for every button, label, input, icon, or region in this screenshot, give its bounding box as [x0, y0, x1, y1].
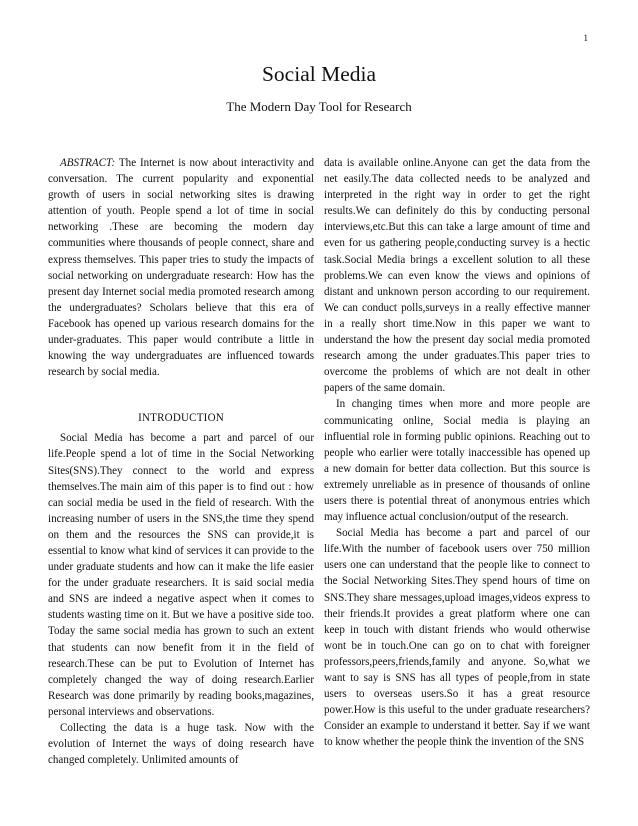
right-column	[324, 155, 590, 750]
introduction-paragraph-3: In changing times when more and more people are communicating online, Social media is playing an influential role in forming public opinions. Reaching out to people who earlier were totally inaccessible has opened up a new domain for better data collection. But this source is extremely unreliable as in presence of thousands of online users there is potential threat of anonymous entries which may influence actual conclusion/output of the research.	[324, 398, 590, 524]
introduction-heading: INTRODUCTION	[138, 412, 224, 425]
page-number: 1	[583, 33, 588, 43]
introduction-paragraph-2-start: Collecting the data is a huge task. Now with the evolution of Internet the ways of doing research have changed completely. Unlimited amounts of	[48, 722, 314, 767]
abstract-text: The Internet is now about interactivity and conversation. The current popularity and exponential growth of users in social networking sites is drawing attention of youth. People spend a lot of time in social networking .These are becoming the modern day communities where thousands of people connect, share and express themselves. This paper tries to study the impacts of social networking on undergraduate research: How has the present day Internet social media promoted research among the undergraduates? Scholars believe that this era of Facebook has opened up various research domains for the under-graduates. This paper would contribute a little in knowing the way undergraduates are influenced towards research by social media.	[48, 157, 314, 379]
introduction-paragraph-4: Social Media has become a part and parcel of our life.With the number of facebook users over 750 million users one can understand that the people like to connect to the Social Networking Sites.They spend hours of time on SNS.They share messages,upload images,videos express to their friends.It provides a great platform where one can keep in touch with distant friends who would otherwise wont be in touch.One can go on to chat with foreigner professors,peers,friends,family and anyone. So,what we want to say is SNS has all types of people,from in state users to overseas users.So it has a great resource power.How is this useful to the under graduate researchers? Consider an example to understand it better. Say if we want to know whether the people think the invention of the SNS	[324, 527, 590, 749]
paper-title: Social Media	[261, 62, 377, 86]
abstract-label: ABSTRACT:	[60, 157, 116, 169]
introduction-paragraph-2-continued: data is available online.Anyone can get the data from the net easily.The data collected needs to be analyzed and interpreted in the right way in order to get the right results.We can definitely do this by conducting personal interviews,etc.But this can take a large amount of time and even for us gathering people,conducting survey is a hectic task.Social Media brings a excellent solution to all these problems.We can even know the views and opinions of distant and unknown person according to our requirement. We can conduct polls,surveys in a really effective manner in a really short time.Now in this paper we want to understand the how the present day social media promoted research among the under graduates.This paper tries to overcome the problems of which are not dealt in other papers of the same domain.	[324, 157, 590, 395]
introduction-paragraph-1: Social Media has become a part and parcel of our life.People spend a lot of time in the Social Networking Sites(SNS).They connect to the world and express themselves.The main aim of this paper is to find out : how can social media be used in the field of research. With the increasing number of users in the SNS,the time they spend on them and the resources the SNS can provide,it is essential to know what kind of services it can provide to the under graduate students and how can it make the life easier for the under graduate researchers. It is said social media and SNS are indeed a negative aspect when it comes to students wasting time on it. But we have a positive side too. Today the same social media has grown to such an extent that students can now benefit from it in the field of research.These can be put to Evolution of Internet has completely changed the way of doing research.Earlier Research was done primarily by reading books,magazines, personal interviews and observations.	[48, 432, 314, 718]
abstract-paragraph	[48, 155, 314, 380]
left-column	[48, 155, 314, 768]
paper-subtitle: The Modern Day Tool for Research	[226, 99, 412, 114]
